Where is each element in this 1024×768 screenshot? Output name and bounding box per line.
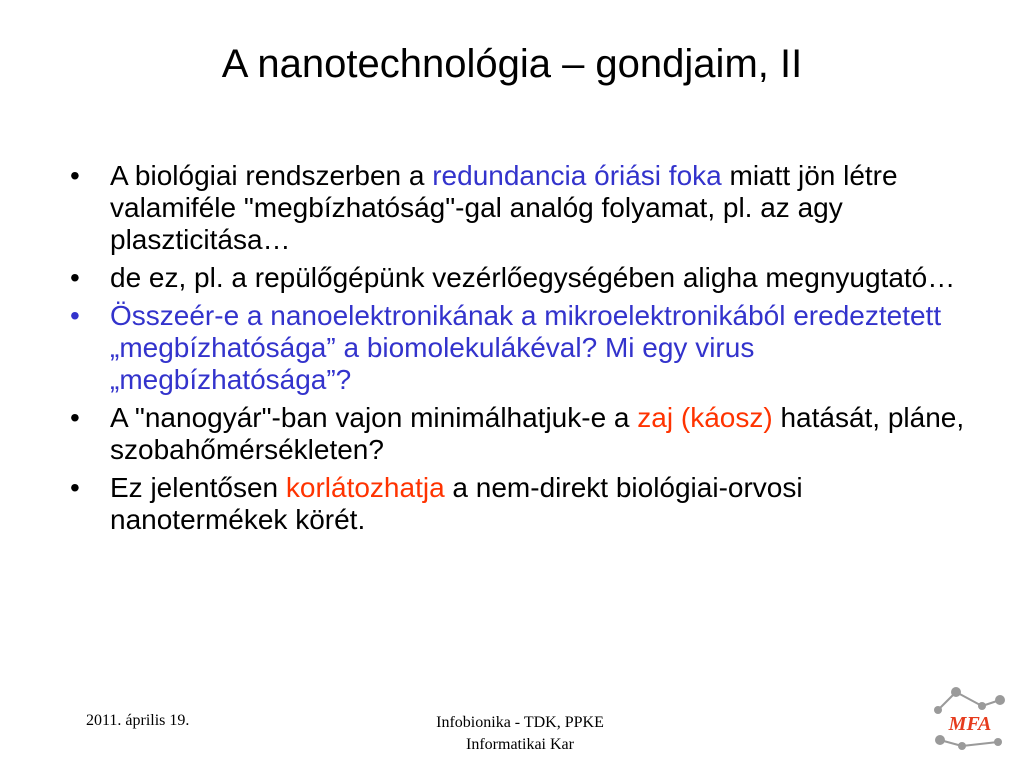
footer-institution [390, 712, 650, 756]
bullet-5-highlight: korlátozhatja [285, 472, 445, 503]
bullet-2-text: de ez, pl. a repülőgépünk vezérlőegységében aligha megnyugtató… [110, 262, 956, 293]
footer-line-2: Informatikai Kar [466, 736, 574, 753]
bullet-1-part-3: miatt jön létre valamiféle "megbízhatóság"-gal analóg folyamat, pl. az agy plaszticitása… [110, 160, 898, 255]
bullet-4-text [110, 402, 964, 465]
bullet-item-4 [70, 402, 970, 466]
bullet-item-5 [70, 472, 970, 536]
bullet-1-text [110, 160, 898, 255]
footer-date: 2011. április 19. [86, 712, 190, 729]
bullet-5-part-3: a nem-direkt biológiai-orvosi nanotermékek körét. [110, 472, 803, 535]
footer-line-1: Infobionika - TDK, PPKE [436, 714, 604, 731]
mfa-logo [926, 684, 1012, 754]
mfa-logo-text: MFA [948, 713, 992, 735]
bullet-marker: • [70, 160, 80, 191]
bullet-4-part-1: A "nanogyár"-ban vajon minimálhatjuk-e a [110, 402, 638, 433]
bullet-item-2 [70, 262, 970, 294]
bullet-list [70, 160, 970, 542]
bullet-marker: • [70, 300, 80, 331]
bullet-5-text [110, 472, 803, 535]
bullet-1-part-1: A biológiai rendszerben a [110, 160, 433, 191]
bullet-marker: • [70, 402, 80, 433]
bullet-5-part-1: Ez jelentősen [110, 472, 286, 503]
bullet-3-text: Összeér-e a nanoelektronikának a mikroelektronikából eredeztetett „megbízhatósága” a biomolekulákéval? Mi egy virus „megbízhatósága”? [110, 300, 942, 395]
bullet-4-part-3: hatását, pláne, szobahőmérsékleten? [110, 402, 965, 465]
bullet-1-highlight: redundancia óriási foka [432, 160, 722, 191]
bullet-marker: • [70, 472, 80, 503]
bullet-marker: • [70, 262, 80, 293]
bullet-4-highlight: zaj (káosz) [637, 402, 773, 433]
slide-title: A nanotechnológia – gondjaim, II [221, 42, 803, 86]
bullet-item-1 [70, 160, 970, 256]
bullet-item-3 [70, 300, 970, 396]
